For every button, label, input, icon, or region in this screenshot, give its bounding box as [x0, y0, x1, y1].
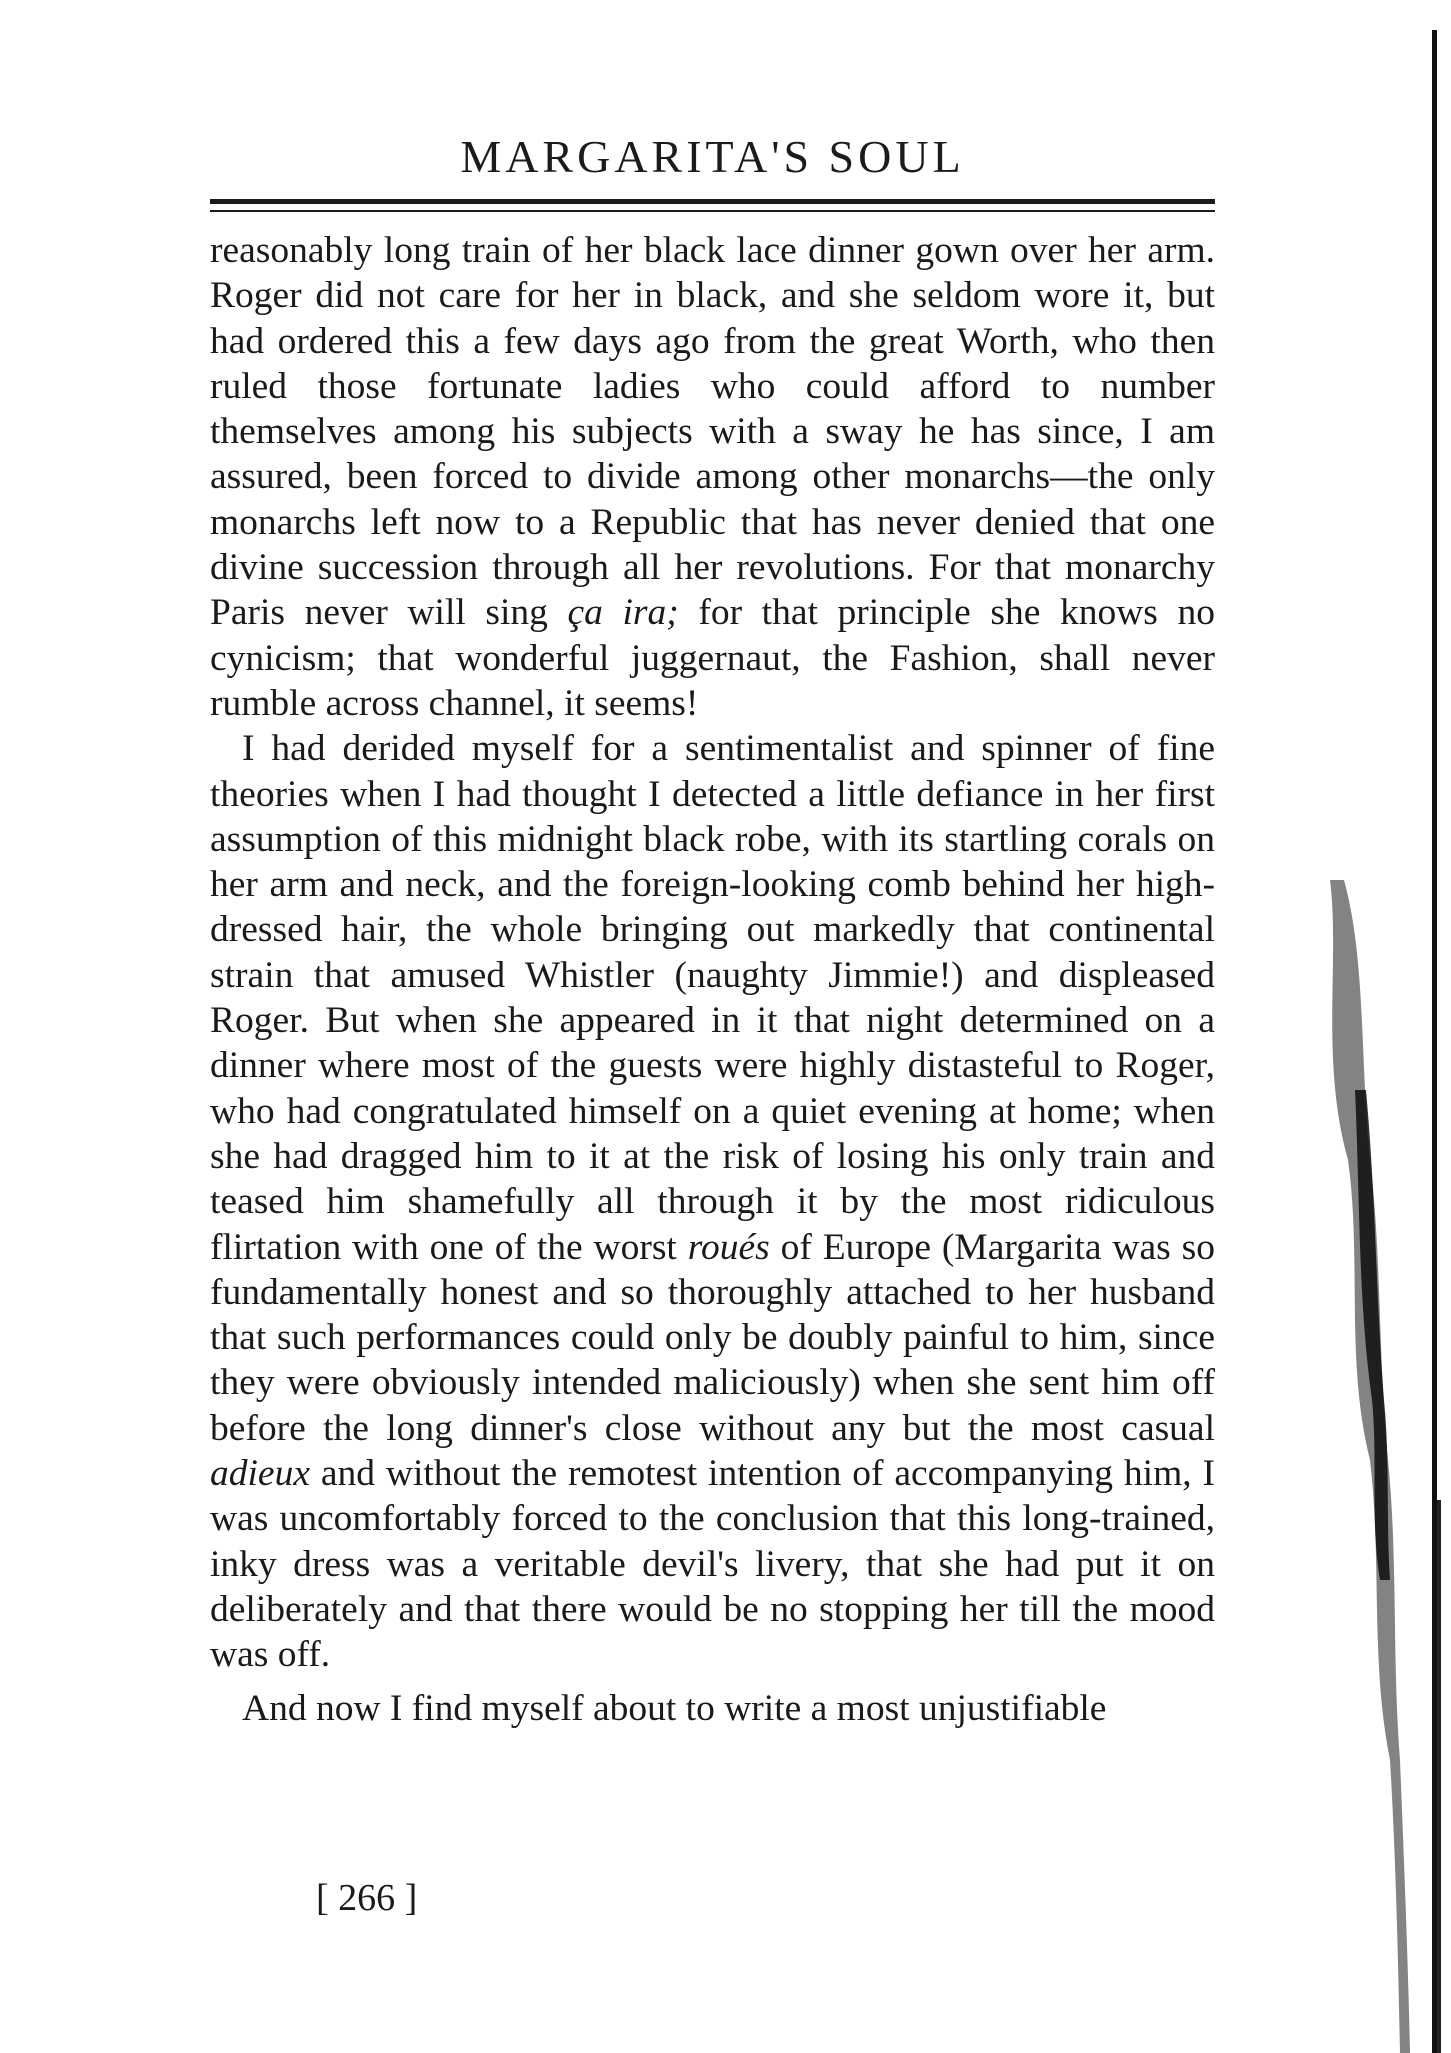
paragraph-2-text-b: of Europe (Margarita was so fundamentally honest and so thoroughly attached to her husband that such performances could only be doubly painful to him, since they were obviously intended maliciously) when she sent him off before the long dinner's close without any but the most casual [210, 1226, 1215, 1449]
running-head: MARGARITA'S SOUL [460, 131, 965, 182]
paragraph-1-text-a: reasonably long train of her black lace dinner gown over her arm. Roger did not care for her in black, and she seldom wore it, but had ordered this a few days ago from the great Worth, who then ruled those fortunate ladies who could afford to number themselves among his subjects with a sway he has since, I am assured, been forced to divide among other monarchs—the only monarchs left now to a Republic that has never denied that one divine succession through all her revolutions. For that monarchy Paris never will sing [210, 230, 1215, 634]
paragraph-2 [210, 726, 1215, 1677]
body-text [210, 228, 1215, 1731]
header-rule-thin [210, 210, 1215, 212]
paragraph-2-text-c: and without the remotest intention of accompanying him, I was uncomfortably forced to the conclusion that this long-trained, inky dress was a veritable devil's livery, that she had put it on deliberately and that there would be no stopping her till the mood was off. [210, 1453, 1215, 1676]
scan-edge-artifact [1300, 0, 1451, 2053]
paragraph-2-italic-roues: roués [687, 1226, 770, 1268]
paragraph-1-italic: ça ira; [567, 592, 679, 634]
paragraph-1 [210, 228, 1215, 726]
paragraph-2-italic-adieux: adieux [210, 1453, 310, 1495]
paragraph-3: And now I find myself about to write a most unjustifiable [242, 1687, 1107, 1729]
page-number: [ 266 ] [316, 1877, 418, 1919]
paragraph-2-text-a: I had derided myself for a sentimentalist and spinner of fine theories when I had thought I detected a little defiance in her first assumption of this midnight black robe, with its startling corals on her arm and neck, and the foreign-looking comb behind her high-dressed hair, the whole bringing out markedly that continental strain that amused Whistler (naughty Jimmie!) and displeased Roger. But when she appeared in it that night determined on a dinner where most of the guests were highly distasteful to Roger, who had congratulated himself on a quiet evening at home; when she had dragged him to it at the risk of losing his only train and teased him shamefully all through it by the most ridiculous flirtation with one of the worst [210, 728, 1215, 1268]
header-rule-thick [210, 199, 1215, 204]
paragraph-1-text-b: for that principle she knows no cynicism; that wonderful juggernaut, the Fashion, shall never rumble across channel, it seems! [210, 592, 1215, 724]
